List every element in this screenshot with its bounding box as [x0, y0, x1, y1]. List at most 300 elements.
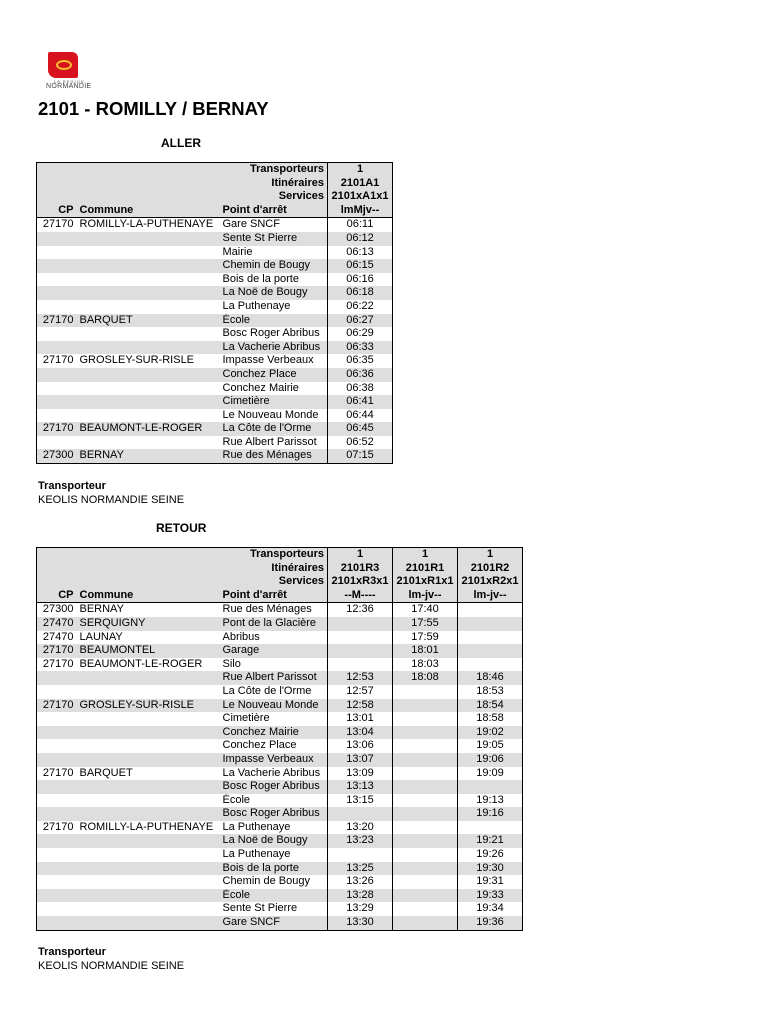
time-cell	[393, 916, 458, 930]
time-cell: 13:25	[328, 862, 393, 876]
time-cell: 06:15	[328, 259, 393, 273]
cp-cell	[37, 395, 77, 409]
stop-cell: Gare SNCF	[220, 218, 328, 232]
table-row	[37, 286, 393, 300]
commune-cell: BEAUMONTEL	[77, 644, 220, 658]
time-cell: 06:33	[328, 341, 393, 355]
cp-cell	[37, 875, 77, 889]
time-cell: 07:15	[328, 449, 393, 463]
retour-timetable	[36, 547, 523, 931]
cp-cell: 27170	[37, 644, 77, 658]
time-cell: 17:59	[393, 631, 458, 645]
retour-col-jours: --M----	[328, 589, 393, 603]
stop-cell: Le Nouveau Monde	[220, 409, 328, 423]
stop-cell: La Côte de l'Orme	[220, 422, 328, 436]
time-cell: 13:09	[328, 767, 393, 781]
time-cell: 06:11	[328, 218, 393, 232]
cp-cell: 27170	[37, 699, 77, 713]
commune-cell	[77, 712, 220, 726]
time-cell: 19:06	[458, 753, 523, 767]
time-cell: 19:05	[458, 739, 523, 753]
stop-cell: École	[220, 794, 328, 808]
time-cell: 13:04	[328, 726, 393, 740]
commune-cell: BERNAY	[77, 603, 220, 617]
cp-cell: 27170	[37, 767, 77, 781]
time-cell	[393, 821, 458, 835]
cp-cell	[37, 382, 77, 396]
logo-brand-text: NORMANDIE	[46, 83, 92, 90]
stop-cell: La Puthenaye	[220, 300, 328, 314]
stop-cell: Chemin de Bougy	[220, 875, 328, 889]
time-cell	[393, 685, 458, 699]
stop-cell: Garage	[220, 644, 328, 658]
time-cell	[393, 834, 458, 848]
retour-col-jours: lm-jv--	[458, 589, 523, 603]
table-row	[37, 821, 523, 835]
time-cell: 19:34	[458, 902, 523, 916]
time-cell: 06:27	[328, 314, 393, 328]
time-cell: 06:13	[328, 246, 393, 260]
commune-cell	[77, 259, 220, 273]
commune-cell	[77, 368, 220, 382]
time-cell: 19:26	[458, 848, 523, 862]
stop-cell: Conchez Mairie	[220, 726, 328, 740]
table-row	[37, 726, 523, 740]
stop-cell: La Noë de Bougy	[220, 834, 328, 848]
time-cell	[328, 848, 393, 862]
stop-cell: Rue Albert Parissot	[220, 436, 328, 450]
aller-heading: ALLER	[161, 136, 201, 150]
cp-cell	[37, 902, 77, 916]
time-cell: 06:38	[328, 382, 393, 396]
table-row	[37, 232, 393, 246]
aller-label-transporteurs: Transporteurs	[37, 163, 328, 177]
time-cell	[328, 631, 393, 645]
aller-label-itineraires: Itinéraires	[37, 177, 328, 191]
time-cell: 13:29	[328, 902, 393, 916]
time-cell: 13:20	[328, 821, 393, 835]
aller-col-transporteur: 1	[328, 163, 393, 177]
table-row	[37, 631, 523, 645]
retour-col-transporteur: 1	[393, 548, 458, 562]
table-row	[37, 368, 393, 382]
time-cell	[328, 617, 393, 631]
time-cell: 19:30	[458, 862, 523, 876]
cp-cell: 27300	[37, 603, 77, 617]
time-cell: 06:16	[328, 273, 393, 287]
time-cell: 06:45	[328, 422, 393, 436]
time-cell	[393, 767, 458, 781]
stop-cell: Rue des Ménages	[220, 603, 328, 617]
cp-cell	[37, 916, 77, 930]
stop-cell: Conchez Place	[220, 739, 328, 753]
stop-cell: Rue des Ménages	[220, 449, 328, 463]
cp-cell	[37, 848, 77, 862]
time-cell: 06:41	[328, 395, 393, 409]
time-cell: 06:29	[328, 327, 393, 341]
time-cell: 12:36	[328, 603, 393, 617]
cp-cell: 27170	[37, 218, 77, 232]
stop-cell: Bosc Roger Abribus	[220, 327, 328, 341]
retour-column-header-row	[37, 589, 523, 603]
commune-cell	[77, 916, 220, 930]
table-row	[37, 916, 523, 930]
cp-cell	[37, 794, 77, 808]
time-cell	[393, 712, 458, 726]
time-cell	[458, 644, 523, 658]
retour-transporteur-label: Transporteur	[38, 946, 106, 958]
commune-cell	[77, 726, 220, 740]
table-row	[37, 862, 523, 876]
time-cell: 18:53	[458, 685, 523, 699]
time-cell: 12:57	[328, 685, 393, 699]
table-row	[37, 902, 523, 916]
stop-cell: École	[220, 314, 328, 328]
retour-header-row-itineraires	[37, 562, 523, 576]
commune-cell	[77, 409, 220, 423]
table-row	[37, 780, 523, 794]
table-row	[37, 739, 523, 753]
cp-cell	[37, 753, 77, 767]
retour-transporteur-name: KEOLIS NORMANDIE SEINE	[38, 960, 185, 972]
stop-cell: Abribus	[220, 631, 328, 645]
commune-cell	[77, 862, 220, 876]
time-cell: 19:31	[458, 875, 523, 889]
commune-cell: GROSLEY-SUR-RISLE	[77, 699, 220, 713]
commune-cell: SERQUIGNY	[77, 617, 220, 631]
time-cell	[328, 807, 393, 821]
table-row	[37, 712, 523, 726]
aller-col-jours: lmMjv--	[328, 204, 393, 218]
time-cell: 19:36	[458, 916, 523, 930]
table-row	[37, 300, 393, 314]
time-cell	[393, 902, 458, 916]
stop-cell: Rue Albert Parissot	[220, 671, 328, 685]
commune-cell	[77, 875, 220, 889]
time-cell: 18:01	[393, 644, 458, 658]
time-cell: 06:12	[328, 232, 393, 246]
table-row	[37, 382, 393, 396]
table-row	[37, 794, 523, 808]
table-row	[37, 875, 523, 889]
time-cell: 19:13	[458, 794, 523, 808]
logo-small-text: LA REGION	[54, 79, 85, 84]
commune-cell	[77, 436, 220, 450]
stop-cell: Conchez Place	[220, 368, 328, 382]
time-cell: 19:16	[458, 807, 523, 821]
aller-label-cp: CP	[37, 204, 77, 218]
retour-label-services: Services	[37, 575, 328, 589]
cp-cell	[37, 889, 77, 903]
cp-cell	[37, 685, 77, 699]
retour-col-itineraire: 2101R1	[393, 562, 458, 576]
retour-label-commune: Commune	[77, 589, 220, 603]
time-cell	[393, 753, 458, 767]
aller-label-services: Services	[37, 190, 328, 204]
cp-cell	[37, 862, 77, 876]
aller-transporteur-label: Transporteur	[38, 480, 106, 492]
table-row	[37, 671, 523, 685]
commune-cell: ROMILLY-LA-PUTHENAYE	[77, 218, 220, 232]
commune-cell: BEAUMONT-LE-ROGER	[77, 658, 220, 672]
stop-cell: Sente St Pierre	[220, 902, 328, 916]
retour-header-row-services	[37, 575, 523, 589]
stop-cell: La Côte de l'Orme	[220, 685, 328, 699]
table-row	[37, 436, 393, 450]
commune-cell	[77, 848, 220, 862]
commune-cell: BARQUET	[77, 767, 220, 781]
stop-cell: Cimetière	[220, 712, 328, 726]
stop-cell: École	[220, 889, 328, 903]
time-cell: 12:58	[328, 699, 393, 713]
retour-col-service: 2101xR2x1	[458, 575, 523, 589]
stop-cell: Bosc Roger Abribus	[220, 780, 328, 794]
time-cell	[393, 699, 458, 713]
commune-cell	[77, 671, 220, 685]
time-cell	[393, 794, 458, 808]
aller-label-commune: Commune	[77, 204, 220, 218]
cp-cell	[37, 712, 77, 726]
table-row	[37, 218, 393, 232]
cp-cell: 27170	[37, 354, 77, 368]
page-title: 2101 - ROMILLY / BERNAY	[38, 98, 269, 119]
time-cell: 06:52	[328, 436, 393, 450]
cp-cell	[37, 327, 77, 341]
cp-cell	[37, 739, 77, 753]
cp-cell	[37, 780, 77, 794]
retour-col-service: 2101xR1x1	[393, 575, 458, 589]
time-cell	[393, 739, 458, 753]
table-row	[37, 889, 523, 903]
commune-cell	[77, 834, 220, 848]
stop-cell: Mairie	[220, 246, 328, 260]
time-cell: 19:02	[458, 726, 523, 740]
table-row	[37, 753, 523, 767]
retour-label-transporteurs: Transporteurs	[37, 548, 328, 562]
aller-col-itineraire: 2101A1	[328, 177, 393, 191]
commune-cell	[77, 232, 220, 246]
table-row	[37, 409, 393, 423]
stop-cell: Bosc Roger Abribus	[220, 807, 328, 821]
cp-cell	[37, 232, 77, 246]
time-cell: 06:22	[328, 300, 393, 314]
region-normandie-logo	[46, 52, 90, 92]
commune-cell: BARQUET	[77, 314, 220, 328]
commune-cell	[77, 753, 220, 767]
cp-cell: 27170	[37, 314, 77, 328]
time-cell	[393, 862, 458, 876]
commune-cell: GROSLEY-SUR-RISLE	[77, 354, 220, 368]
aller-header-row-transporteurs	[37, 163, 393, 177]
aller-column-header-row	[37, 204, 393, 218]
table-row	[37, 354, 393, 368]
commune-cell	[77, 902, 220, 916]
table-row	[37, 685, 523, 699]
time-cell: 06:44	[328, 409, 393, 423]
time-cell	[393, 848, 458, 862]
time-cell	[393, 889, 458, 903]
cp-cell	[37, 409, 77, 423]
time-cell: 12:53	[328, 671, 393, 685]
stop-cell: La Puthenaye	[220, 848, 328, 862]
table-row	[37, 603, 523, 617]
cp-cell: 27170	[37, 422, 77, 436]
time-cell	[458, 603, 523, 617]
time-cell	[458, 658, 523, 672]
time-cell	[393, 807, 458, 821]
commune-cell: ROMILLY-LA-PUTHENAYE	[77, 821, 220, 835]
stop-cell: Sente St Pierre	[220, 232, 328, 246]
cp-cell	[37, 300, 77, 314]
time-cell: 06:18	[328, 286, 393, 300]
stop-cell: Silo	[220, 658, 328, 672]
time-cell	[393, 726, 458, 740]
table-row	[37, 246, 393, 260]
table-row	[37, 767, 523, 781]
table-row	[37, 834, 523, 848]
commune-cell	[77, 807, 220, 821]
aller-header-row-services	[37, 190, 393, 204]
time-cell: 13:13	[328, 780, 393, 794]
retour-heading: RETOUR	[156, 521, 207, 535]
time-cell: 06:36	[328, 368, 393, 382]
commune-cell	[77, 395, 220, 409]
time-cell: 17:40	[393, 603, 458, 617]
retour-col-itineraire: 2101R3	[328, 562, 393, 576]
time-cell: 19:33	[458, 889, 523, 903]
commune-cell	[77, 794, 220, 808]
cp-cell: 27300	[37, 449, 77, 463]
time-cell: 19:21	[458, 834, 523, 848]
table-row	[37, 327, 393, 341]
commune-cell	[77, 286, 220, 300]
cp-cell	[37, 286, 77, 300]
cp-cell: 27170	[37, 821, 77, 835]
normandie-flag-icon	[48, 52, 78, 78]
cp-cell	[37, 807, 77, 821]
time-cell	[328, 644, 393, 658]
time-cell: 19:09	[458, 767, 523, 781]
retour-col-transporteur: 1	[458, 548, 523, 562]
table-row	[37, 341, 393, 355]
table-row	[37, 807, 523, 821]
commune-cell	[77, 382, 220, 396]
time-cell: 13:07	[328, 753, 393, 767]
aller-header-row-itineraires	[37, 177, 393, 191]
time-cell	[458, 617, 523, 631]
commune-cell: BEAUMONT-LE-ROGER	[77, 422, 220, 436]
table-row	[37, 658, 523, 672]
commune-cell: LAUNAY	[77, 631, 220, 645]
table-row	[37, 259, 393, 273]
time-cell	[458, 631, 523, 645]
table-row	[37, 422, 393, 436]
time-cell: 13:15	[328, 794, 393, 808]
time-cell: 13:30	[328, 916, 393, 930]
time-cell	[328, 658, 393, 672]
retour-col-service: 2101xR3x1	[328, 575, 393, 589]
cp-cell	[37, 259, 77, 273]
retour-col-itineraire: 2101R2	[458, 562, 523, 576]
time-cell	[393, 780, 458, 794]
commune-cell	[77, 300, 220, 314]
stop-cell: Bois de la porte	[220, 862, 328, 876]
stop-cell: Le Nouveau Monde	[220, 699, 328, 713]
aller-transporteur-name: KEOLIS NORMANDIE SEINE	[38, 494, 185, 506]
stop-cell: Conchez Mairie	[220, 382, 328, 396]
retour-header-row-transporteurs	[37, 548, 523, 562]
retour-label-cp: CP	[37, 589, 77, 603]
aller-col-service: 2101xA1x1	[328, 190, 393, 204]
commune-cell	[77, 327, 220, 341]
commune-cell	[77, 739, 220, 753]
time-cell	[458, 780, 523, 794]
stop-cell: La Puthenaye	[220, 821, 328, 835]
cp-cell	[37, 368, 77, 382]
stop-cell: Impasse Verbeaux	[220, 753, 328, 767]
time-cell: 17:55	[393, 617, 458, 631]
table-row	[37, 644, 523, 658]
stop-cell: Pont de la Glacière	[220, 617, 328, 631]
retour-label-itineraires: Itinéraires	[37, 562, 328, 576]
commune-cell	[77, 889, 220, 903]
stop-cell: Gare SNCF	[220, 916, 328, 930]
time-cell: 18:58	[458, 712, 523, 726]
stop-cell: Bois de la porte	[220, 273, 328, 287]
cp-cell	[37, 834, 77, 848]
cp-cell	[37, 273, 77, 287]
commune-cell	[77, 341, 220, 355]
time-cell	[458, 821, 523, 835]
table-row	[37, 617, 523, 631]
commune-cell	[77, 246, 220, 260]
stop-cell: La Noë de Bougy	[220, 286, 328, 300]
stop-cell: Impasse Verbeaux	[220, 354, 328, 368]
stop-cell: Cimetière	[220, 395, 328, 409]
table-row	[37, 848, 523, 862]
cp-cell: 27470	[37, 631, 77, 645]
cp-cell	[37, 726, 77, 740]
table-row	[37, 449, 393, 463]
stop-cell: La Vacherie Abribus	[220, 341, 328, 355]
commune-cell	[77, 780, 220, 794]
table-row	[37, 395, 393, 409]
time-cell: 18:46	[458, 671, 523, 685]
retour-label-arret: Point d'arrêt	[220, 589, 328, 603]
stop-cell: Chemin de Bougy	[220, 259, 328, 273]
time-cell: 18:08	[393, 671, 458, 685]
table-row	[37, 273, 393, 287]
time-cell: 13:23	[328, 834, 393, 848]
aller-timetable	[36, 162, 393, 464]
cp-cell	[37, 341, 77, 355]
retour-col-jours: lm-jv--	[393, 589, 458, 603]
time-cell: 18:54	[458, 699, 523, 713]
cp-cell	[37, 436, 77, 450]
commune-cell: BERNAY	[77, 449, 220, 463]
aller-label-arret: Point d'arrêt	[220, 204, 328, 218]
time-cell: 06:35	[328, 354, 393, 368]
cp-cell	[37, 246, 77, 260]
commune-cell	[77, 273, 220, 287]
time-cell	[393, 875, 458, 889]
retour-col-transporteur: 1	[328, 548, 393, 562]
time-cell: 13:01	[328, 712, 393, 726]
time-cell: 13:28	[328, 889, 393, 903]
time-cell: 13:26	[328, 875, 393, 889]
commune-cell	[77, 685, 220, 699]
cp-cell	[37, 671, 77, 685]
